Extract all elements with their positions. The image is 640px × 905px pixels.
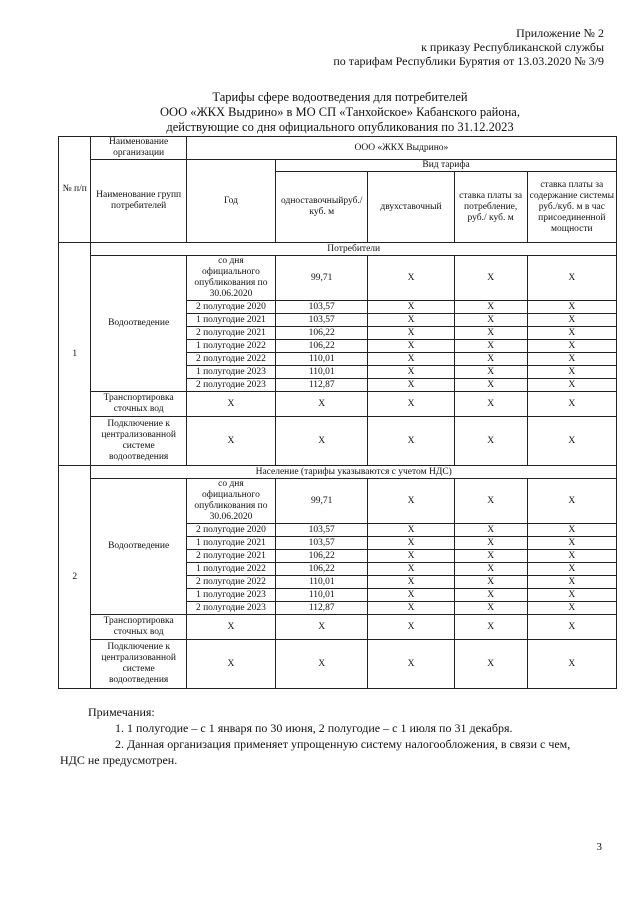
appendix-line-2: к приказу Республиканской службы <box>421 40 604 54</box>
period-cell: 2 полугодие 2023 <box>186 602 275 615</box>
note-1: 1. 1 полугодие – с 1 января по 30 июня, 2 полугодие – с 1 июля по 31 декабря. <box>115 721 513 735</box>
single-rate-value: 110,01 <box>276 589 368 602</box>
header-two-rate: двухставочный <box>368 172 454 243</box>
single-rate-value: 99,71 <box>276 256 368 301</box>
maintenance-rate-value: Х <box>527 550 616 563</box>
single-rate-value: 110,01 <box>276 353 368 366</box>
consumption-rate-value: Х <box>454 340 527 353</box>
notes <box>60 704 571 768</box>
note-2: 2. Данная организация применяет упрощенную систему налогообложения, в связи с чем, <box>115 737 571 751</box>
period-cell: 2 полугодие 2022 <box>186 353 275 366</box>
period-cell: 2 полугодие 2022 <box>186 576 275 589</box>
single-rate-value: 106,22 <box>276 340 368 353</box>
document-title <box>60 90 620 135</box>
single-rate-value: 112,87 <box>276 379 368 392</box>
period-cell: 2 полугодие 2020 <box>186 301 275 314</box>
period-cell: 2 полугодие 2020 <box>186 524 275 537</box>
period-cell: 1 полугодие 2022 <box>186 563 275 576</box>
extra-cons-value: Х <box>454 392 527 417</box>
single-rate-value: 106,22 <box>276 550 368 563</box>
consumption-rate-value: Х <box>454 537 527 550</box>
service-name: Водоотведение <box>91 479 186 615</box>
tariff-table <box>58 136 617 689</box>
maintenance-rate-value: Х <box>527 256 616 301</box>
extra-cons-value: Х <box>454 640 527 689</box>
maintenance-rate-value: Х <box>527 602 616 615</box>
single-rate-value: 106,22 <box>276 563 368 576</box>
single-rate-value: 103,57 <box>276 314 368 327</box>
title-line-1: Тарифы сфере водоотведения для потребителей <box>212 90 468 104</box>
consumption-rate-value: Х <box>454 366 527 379</box>
maintenance-rate-value: Х <box>527 479 616 524</box>
single-rate-value: 106,22 <box>276 327 368 340</box>
consumption-rate-value: Х <box>454 314 527 327</box>
two-rate-value: Х <box>368 314 454 327</box>
two-rate-value: Х <box>368 576 454 589</box>
two-rate-value: Х <box>368 353 454 366</box>
extra-year-value: Х <box>186 417 275 466</box>
consumption-rate-value: Х <box>454 589 527 602</box>
maintenance-rate-value: Х <box>527 589 616 602</box>
title-line-2: ООО «ЖКХ Выдрино» в МО СП «Танхойское» Кабанского района, <box>160 105 520 119</box>
single-rate-value: 103,57 <box>276 301 368 314</box>
single-rate-value: 110,01 <box>276 576 368 589</box>
period-cell: 2 полугодие 2023 <box>186 379 275 392</box>
maintenance-rate-value: Х <box>527 366 616 379</box>
maintenance-rate-value: Х <box>527 301 616 314</box>
maintenance-rate-value: Х <box>527 353 616 366</box>
page-number: 3 <box>596 841 602 853</box>
appendix-header <box>333 26 604 68</box>
consumption-rate-value: Х <box>454 353 527 366</box>
maintenance-rate-value: Х <box>527 576 616 589</box>
extra-cons-value: Х <box>454 615 527 640</box>
extra-two-value: Х <box>368 417 454 466</box>
single-rate-value: 112,87 <box>276 602 368 615</box>
extra-maint-value: Х <box>527 615 616 640</box>
header-group-label: Наименование групп потребителей <box>91 160 186 243</box>
period-cell: 1 полугодие 2021 <box>186 537 275 550</box>
extra-service-name: Транспортировка сточных вод <box>91 615 186 640</box>
two-rate-value: Х <box>368 537 454 550</box>
extra-single-value: Х <box>276 640 368 689</box>
section-number: 1 <box>59 243 91 466</box>
header-tariff-type: Вид тарифа <box>276 160 617 172</box>
consumption-rate-value: Х <box>454 524 527 537</box>
tariff-sections <box>59 243 617 689</box>
extra-maint-value: Х <box>527 417 616 466</box>
consumption-rate-value: Х <box>454 550 527 563</box>
maintenance-rate-value: Х <box>527 537 616 550</box>
consumption-rate-value: Х <box>454 602 527 615</box>
period-cell: 1 полугодие 2021 <box>186 314 275 327</box>
two-rate-value: Х <box>368 379 454 392</box>
single-rate-value: 103,57 <box>276 537 368 550</box>
consumption-rate-value: Х <box>454 479 527 524</box>
notes-heading: Примечания: <box>88 705 155 719</box>
period-cell: 1 полугодие 2022 <box>186 340 275 353</box>
two-rate-value: Х <box>368 256 454 301</box>
title-line-3: действующие со дня официального опубликования по 31.12.2023 <box>166 120 514 134</box>
consumption-rate-value: Х <box>454 576 527 589</box>
consumer-group-row: Потребители <box>91 243 617 256</box>
extra-maint-value: Х <box>527 640 616 689</box>
extra-single-value: Х <box>276 392 368 417</box>
section-number: 2 <box>59 466 91 689</box>
maintenance-rate-value: Х <box>527 327 616 340</box>
extra-two-value: Х <box>368 615 454 640</box>
single-rate-value: 110,01 <box>276 366 368 379</box>
header-org-name: ООО «ЖКХ Выдрино» <box>186 137 616 160</box>
extra-year-value: Х <box>186 392 275 417</box>
extra-two-value: Х <box>368 392 454 417</box>
appendix-line-1: Приложение № 2 <box>516 26 604 40</box>
single-rate-value: 103,57 <box>276 524 368 537</box>
two-rate-value: Х <box>368 301 454 314</box>
period-cell: 2 полугодие 2021 <box>186 327 275 340</box>
extra-two-value: Х <box>368 640 454 689</box>
period-cell: 2 полугодие 2021 <box>186 550 275 563</box>
header-maintenance-rate: ставка платы за содержание системы руб./куб. м в час присоединенной мощности <box>527 172 616 243</box>
extra-service-name: Подключение к централизованной системе водоотведения <box>91 417 186 466</box>
header-consumption-rate: ставка платы за потребление, руб./ куб. м <box>454 172 527 243</box>
header-org-label: Наименование организации <box>91 137 186 160</box>
extra-year-value: Х <box>186 640 275 689</box>
consumption-rate-value: Х <box>454 563 527 576</box>
period-cell: 1 полугодие 2023 <box>186 366 275 379</box>
consumption-rate-value: Х <box>454 379 527 392</box>
two-rate-value: Х <box>368 479 454 524</box>
consumer-group-row: Население (тарифы указываются с учетом НДС) <box>91 466 617 479</box>
service-name: Водоотведение <box>91 256 186 392</box>
two-rate-value: Х <box>368 550 454 563</box>
extra-maint-value: Х <box>527 392 616 417</box>
period-cell: 1 полугодие 2023 <box>186 589 275 602</box>
two-rate-value: Х <box>368 602 454 615</box>
maintenance-rate-value: Х <box>527 379 616 392</box>
header-year: Год <box>186 160 275 243</box>
header-single-rate: одноставочныйруб./ куб. м <box>276 172 368 243</box>
extra-single-value: Х <box>276 615 368 640</box>
period-cell: со дня официального опубликования по 30.06.2020 <box>186 479 275 524</box>
maintenance-rate-value: Х <box>527 314 616 327</box>
single-rate-value: 99,71 <box>276 479 368 524</box>
two-rate-value: Х <box>368 327 454 340</box>
extra-single-value: Х <box>276 417 368 466</box>
two-rate-value: Х <box>368 340 454 353</box>
header-num: № п/п <box>59 137 91 243</box>
consumption-rate-value: Х <box>454 256 527 301</box>
maintenance-rate-value: Х <box>527 563 616 576</box>
consumption-rate-value: Х <box>454 301 527 314</box>
period-cell: со дня официального опубликования по 30.06.2020 <box>186 256 275 301</box>
two-rate-value: Х <box>368 589 454 602</box>
two-rate-value: Х <box>368 524 454 537</box>
extra-service-name: Транспортировка сточных вод <box>91 392 186 417</box>
note-2-continuation: НДС не предусмотрен. <box>60 753 178 767</box>
consumption-rate-value: Х <box>454 327 527 340</box>
extra-cons-value: Х <box>454 417 527 466</box>
two-rate-value: Х <box>368 366 454 379</box>
maintenance-rate-value: Х <box>527 340 616 353</box>
maintenance-rate-value: Х <box>527 524 616 537</box>
extra-service-name: Подключение к централизованной системе водоотведения <box>91 640 186 689</box>
two-rate-value: Х <box>368 563 454 576</box>
appendix-line-3: по тарифам Республики Бурятия от 13.03.2020 № 3/9 <box>333 54 604 68</box>
extra-year-value: Х <box>186 615 275 640</box>
